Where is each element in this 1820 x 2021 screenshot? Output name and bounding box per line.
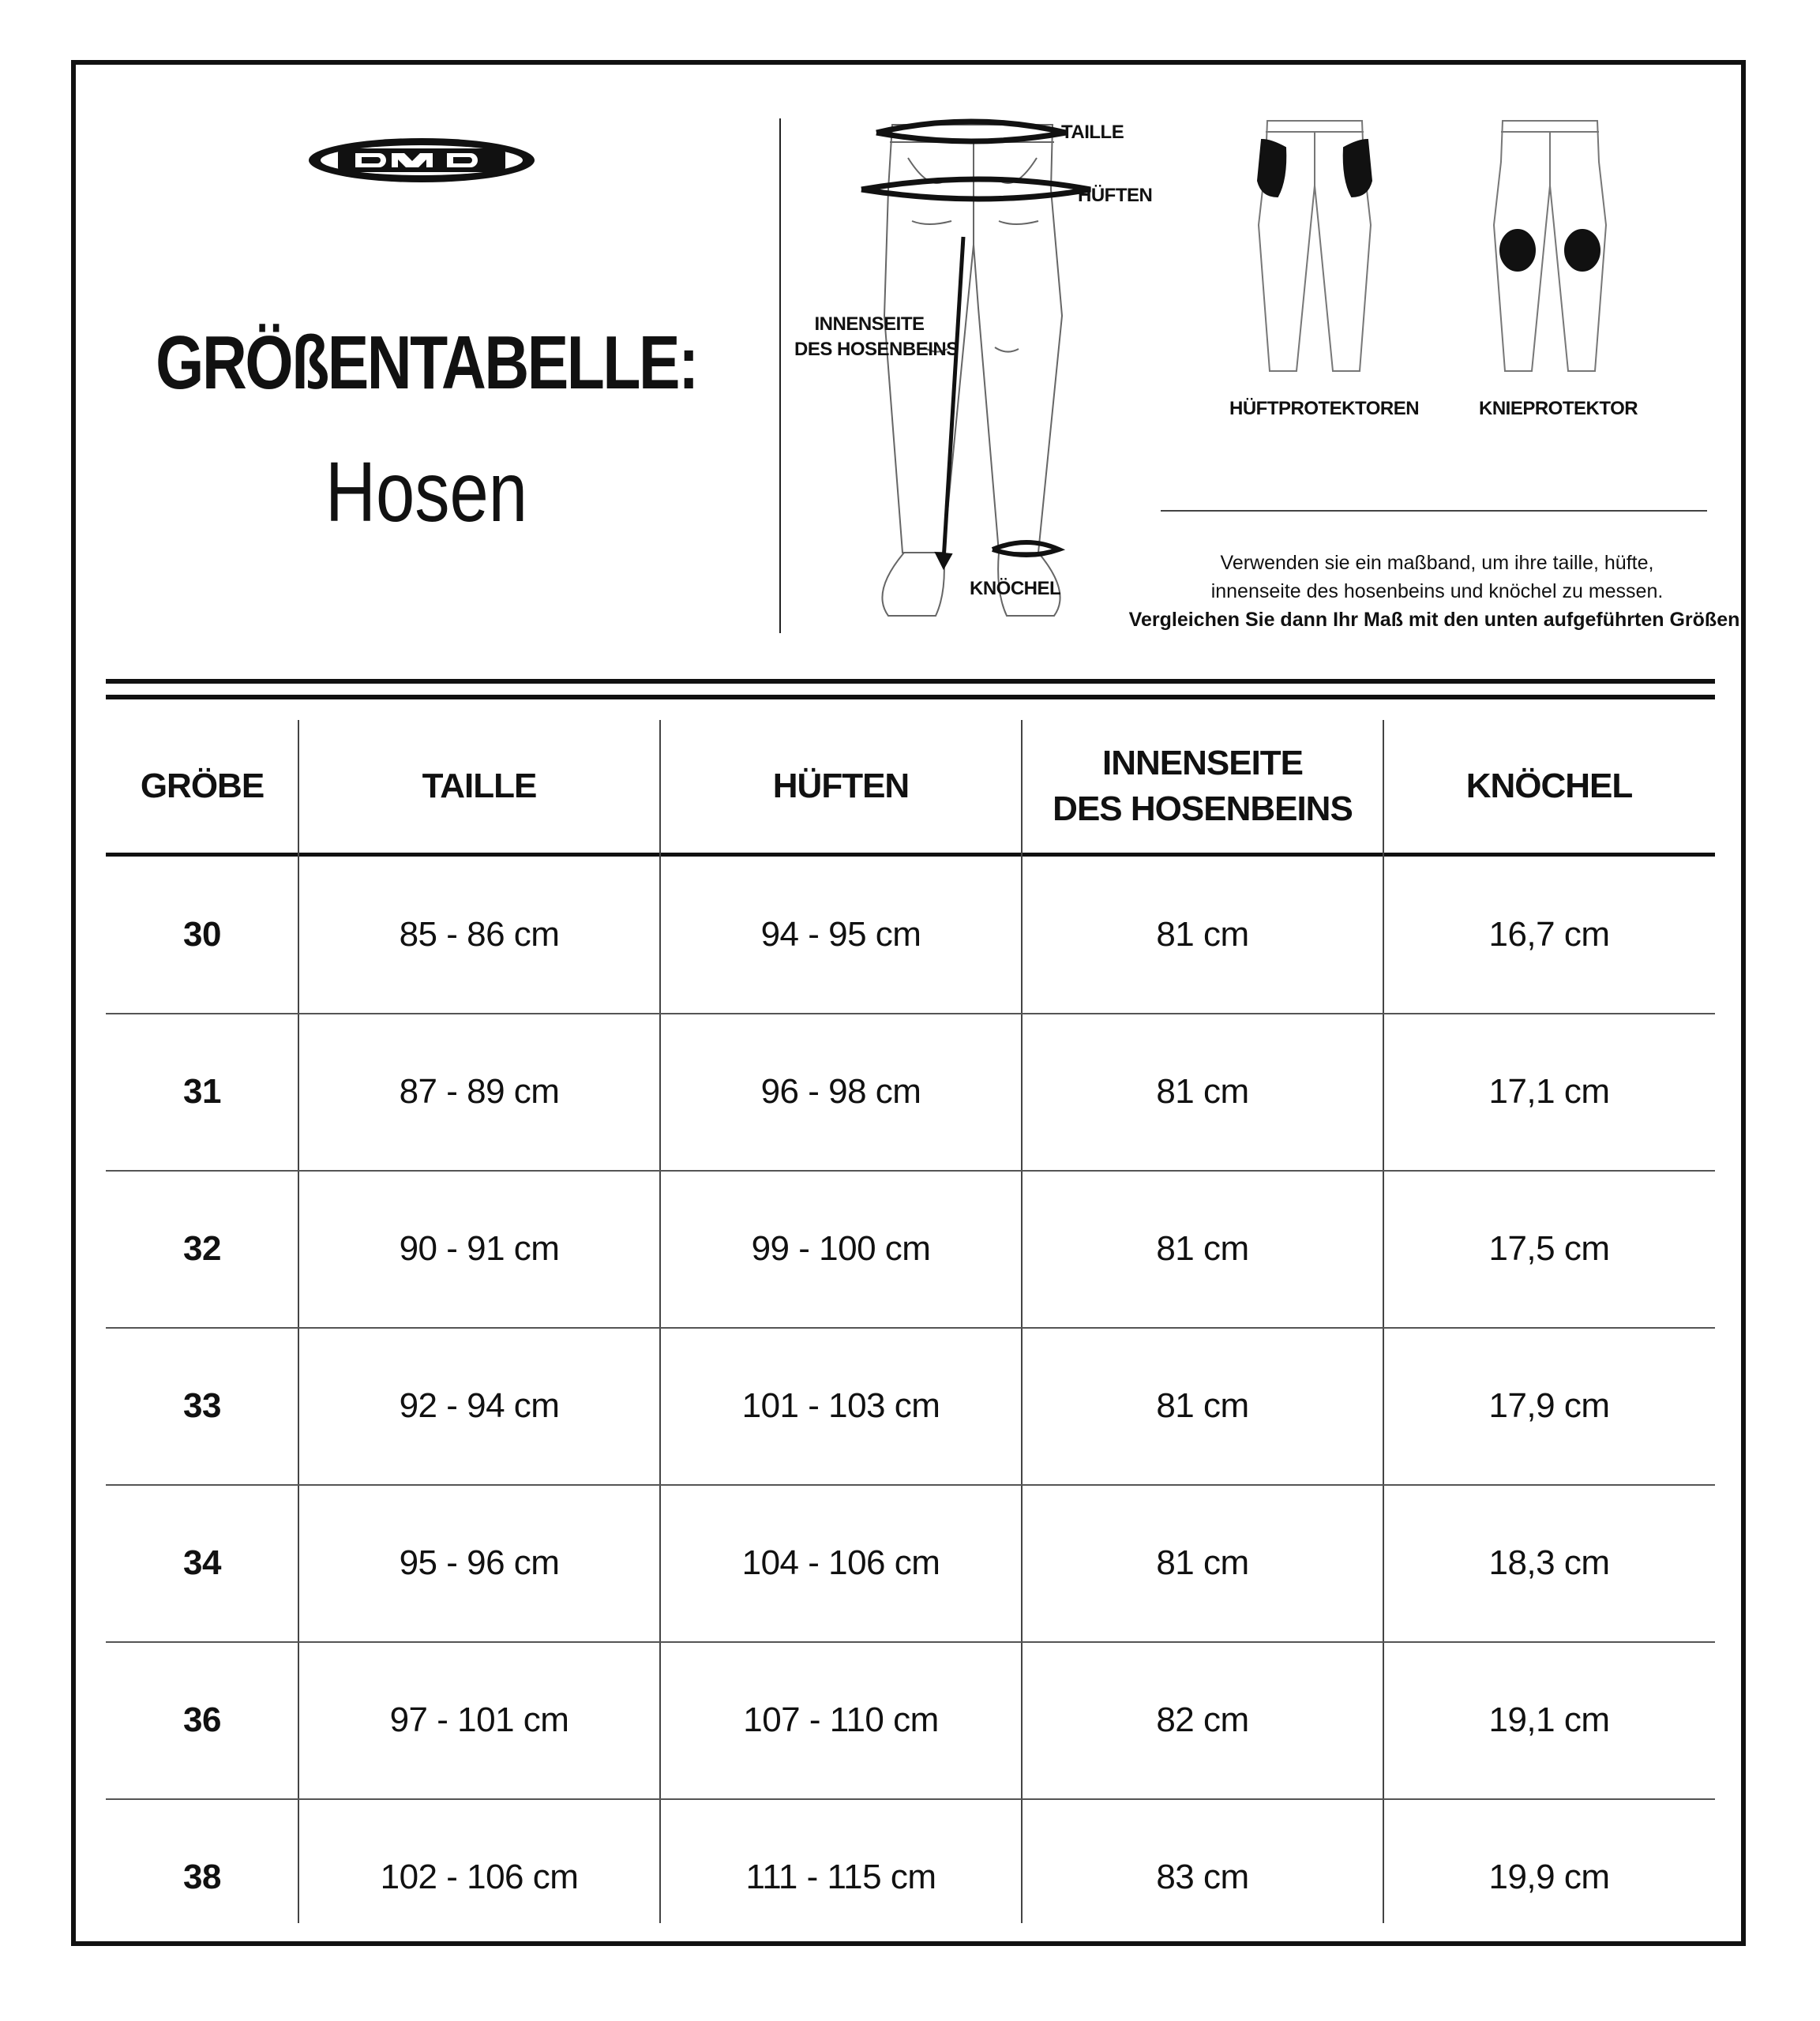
header-size: GRÖBE bbox=[140, 767, 265, 805]
measuring-instructions bbox=[1098, 549, 1777, 634]
cell-hips: 111 - 115 cm bbox=[745, 1858, 936, 1896]
cell-ankle: 18,3 cm bbox=[1488, 1543, 1610, 1582]
cell-hips: 99 - 100 cm bbox=[751, 1229, 931, 1268]
page-subtitle: Hosen bbox=[325, 444, 527, 539]
cell-ankle: 19,9 cm bbox=[1488, 1858, 1610, 1896]
diagram-label-knoechel: KNÖCHEL bbox=[970, 578, 1061, 599]
table-header-row bbox=[106, 720, 1715, 853]
header-inseam-line1: INNENSEITE bbox=[1101, 744, 1304, 782]
cell-waist: 95 - 96 cm bbox=[399, 1543, 560, 1582]
diagram-label-taille: TAILLE bbox=[1061, 122, 1124, 143]
knee-protector-label: KNIEPROTEKTOR bbox=[1479, 398, 1638, 419]
table-row bbox=[106, 1799, 1715, 1955]
diagram-label-inseam bbox=[794, 312, 959, 362]
table-top-rule-second bbox=[106, 695, 1715, 699]
cell-ankle: 16,7 cm bbox=[1488, 915, 1610, 954]
cell-inseam: 83 cm bbox=[1156, 1858, 1249, 1896]
cell-waist: 87 - 89 cm bbox=[399, 1072, 560, 1111]
hip-protector-label: HÜFTPROTEKTOREN bbox=[1229, 398, 1420, 419]
cell-ankle: 17,9 cm bbox=[1488, 1386, 1610, 1425]
table-row bbox=[106, 1014, 1715, 1170]
diagram-label-inseam-line1: INNENSEITE bbox=[814, 313, 925, 335]
size-table bbox=[106, 720, 1715, 1896]
cell-hips: 94 - 95 cm bbox=[760, 915, 921, 954]
cell-ankle: 19,1 cm bbox=[1488, 1700, 1610, 1739]
cell-inseam: 82 cm bbox=[1156, 1700, 1249, 1739]
cell-size: 32 bbox=[183, 1229, 221, 1268]
header-divider bbox=[779, 118, 781, 633]
header-inseam bbox=[1022, 720, 1383, 853]
cell-inseam: 81 cm bbox=[1156, 915, 1249, 954]
table-top-rule bbox=[106, 679, 1715, 684]
header-waist: TAILLE bbox=[422, 767, 537, 805]
table-row bbox=[106, 1171, 1715, 1327]
instructions-rule bbox=[1161, 510, 1707, 512]
hip-protector-diagram bbox=[1255, 114, 1374, 375]
cell-inseam: 81 cm bbox=[1156, 1386, 1249, 1425]
cell-inseam: 81 cm bbox=[1156, 1543, 1249, 1582]
cell-size: 33 bbox=[183, 1386, 221, 1425]
cell-size: 38 bbox=[183, 1858, 221, 1896]
page-title: GRÖßENTABELLE: bbox=[156, 321, 697, 405]
cell-hips: 101 - 103 cm bbox=[741, 1386, 940, 1425]
cell-hips: 96 - 98 cm bbox=[760, 1072, 921, 1111]
cell-size: 30 bbox=[183, 915, 221, 954]
table-row bbox=[106, 1485, 1715, 1641]
table-row bbox=[106, 1642, 1715, 1798]
cell-waist: 97 - 101 cm bbox=[389, 1700, 569, 1739]
knee-protector-diagram bbox=[1491, 114, 1609, 375]
cell-ankle: 17,1 cm bbox=[1488, 1072, 1610, 1111]
instructions-line-1: Verwenden sie ein maßband, um ihre taille, hüfte, bbox=[1220, 552, 1654, 574]
cell-hips: 104 - 106 cm bbox=[741, 1543, 940, 1582]
cell-waist: 85 - 86 cm bbox=[399, 915, 560, 954]
cell-hips: 107 - 110 cm bbox=[743, 1700, 939, 1739]
diagram-label-inseam-line2: DES HOSENBEINS bbox=[794, 339, 959, 360]
header-hips: HÜFTEN bbox=[772, 767, 910, 805]
cell-size: 34 bbox=[183, 1543, 221, 1582]
header-ankle: KNÖCHEL bbox=[1465, 767, 1633, 805]
cell-waist: 90 - 91 cm bbox=[399, 1229, 560, 1268]
table-row bbox=[106, 1328, 1715, 1484]
dmd-logo bbox=[306, 136, 537, 185]
cell-inseam: 81 cm bbox=[1156, 1072, 1249, 1111]
cell-inseam: 81 cm bbox=[1156, 1229, 1249, 1268]
instructions-line-2: innenseite des hosenbeins und knöchel zu messen. bbox=[1210, 580, 1664, 602]
cell-size: 31 bbox=[183, 1072, 221, 1111]
cell-waist: 102 - 106 cm bbox=[380, 1858, 579, 1896]
table-row bbox=[106, 857, 1715, 1013]
cell-size: 36 bbox=[183, 1700, 221, 1739]
cell-ankle: 17,5 cm bbox=[1488, 1229, 1610, 1268]
header-inseam-line2: DES HOSENBEINS bbox=[1053, 789, 1353, 828]
cell-waist: 92 - 94 cm bbox=[399, 1386, 560, 1425]
diagram-label-hueften: HÜFTEN bbox=[1078, 185, 1153, 206]
instructions-line-3: Vergleichen Sie dann Ihr Maß mit den unten aufgeführten Größen. bbox=[1128, 609, 1746, 631]
